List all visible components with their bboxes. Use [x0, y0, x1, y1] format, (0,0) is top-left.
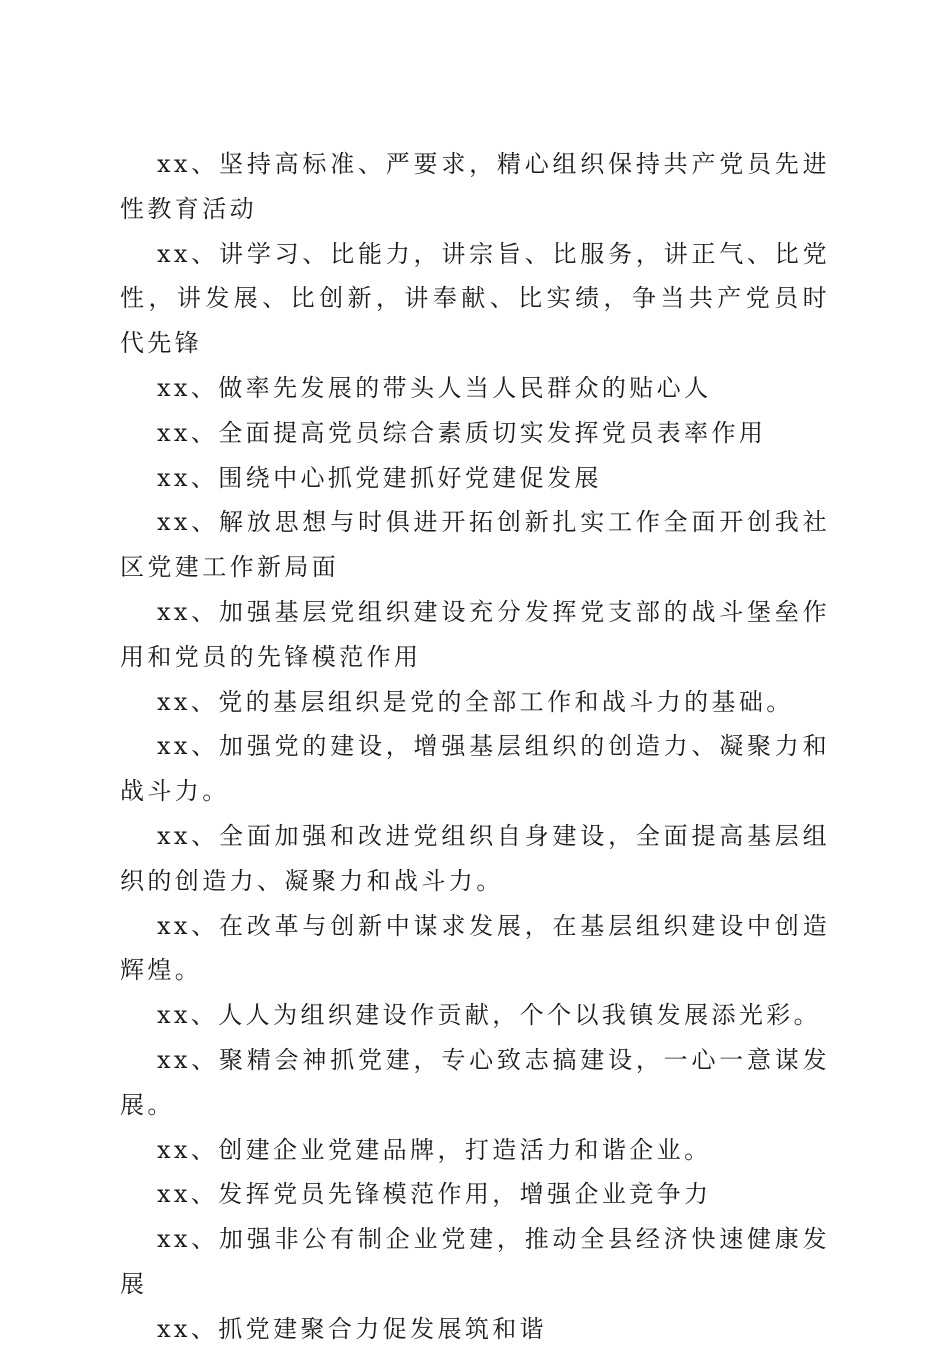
paragraph-9: xx、加强党的建设，增强基层组织的创造力、凝聚力和战斗力。	[120, 732, 830, 806]
document-body	[120, 142, 830, 1352]
paragraph-10: xx、全面加强和改进党组织自身建设，全面提高基层组织的创造力、凝聚力和战斗力。	[120, 821, 830, 895]
paragraph-16: xx、加强非公有制企业党建，推动全县经济快速健康发展	[120, 1225, 830, 1298]
paragraph-2: xx、讲学习、比能力，讲宗旨、比服务，讲正气、比党性，讲发展、比创新，讲奉献、比实绩，争当共产党员时代先锋	[120, 239, 830, 358]
paragraph-7: xx、加强基层党组织建设充分发挥党支部的战斗堡垒作用和党员的先锋模范作用	[120, 597, 830, 671]
paragraph-5: xx、围绕中心抓党建抓好党建促发展	[157, 463, 602, 492]
paragraph-1: xx、坚持高标准、严要求，精心组织保持共产党员先进性教育活动	[120, 150, 830, 223]
paragraph-8: xx、党的基层组织是党的全部工作和战斗力的基础。	[157, 687, 794, 716]
paragraph-13: xx、聚精会神抓党建，专心致志搞建设，一心一意谋发展。	[120, 1045, 830, 1119]
paragraph-4: xx、全面提高党员综合素质切实发挥党员表率作用	[157, 418, 767, 447]
paragraph-12: xx、人人为组织建设作贡献，个个以我镇发展添光彩。	[157, 1001, 822, 1030]
paragraph-15: xx、发挥党员先锋模范作用，增强企业竞争力	[157, 1180, 712, 1209]
paragraph-14: xx、创建企业党建品牌，打造活力和谐企业。	[157, 1135, 712, 1164]
paragraph-17: xx、抓党建聚合力促发展筑和谐	[157, 1314, 548, 1343]
paragraph-6: xx、解放思想与时俱进开拓创新扎实工作全面开创我社区党建工作新局面	[120, 508, 830, 582]
paragraph-11: xx、在改革与创新中谋求发展，在基层组织建设中创造辉煌。	[120, 911, 830, 985]
paragraph-3: xx、做率先发展的带头人当人民群众的贴心人	[157, 373, 712, 402]
